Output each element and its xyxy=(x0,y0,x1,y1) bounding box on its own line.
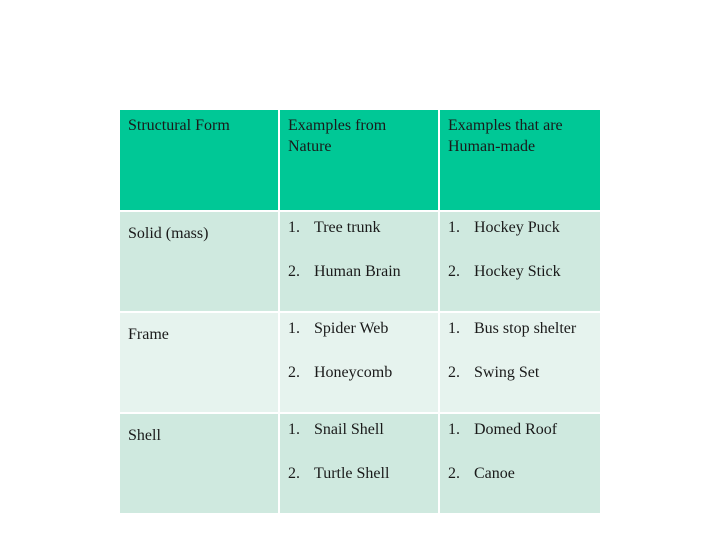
header-nature-examples: Examples from Nature xyxy=(280,110,438,210)
list-item: 1. Hockey Puck xyxy=(448,219,560,236)
list-item: 2. Honeycomb xyxy=(288,364,393,381)
list-item: 1. Tree trunk xyxy=(288,219,381,236)
list-item: 1. Spider Web xyxy=(288,320,389,337)
list-item: 1. Snail Shell xyxy=(288,421,384,438)
nature-cell xyxy=(280,414,438,513)
human-cell xyxy=(440,414,600,513)
table-header-row xyxy=(120,110,600,210)
structural-forms-table xyxy=(120,110,600,515)
human-cell xyxy=(440,313,600,412)
nature-cell xyxy=(280,212,438,311)
list-item: 1. Bus stop shelter xyxy=(448,320,577,337)
list-item: 2. Human Brain xyxy=(288,263,401,280)
form-cell: Solid (mass) xyxy=(120,212,278,311)
table-row xyxy=(120,212,600,311)
human-cell xyxy=(440,212,600,311)
form-cell: Frame xyxy=(120,313,278,412)
list-item: 1. Domed Roof xyxy=(448,421,558,438)
list-item: 2. Swing Set xyxy=(448,364,540,381)
header-human-examples: Examples that are Human-made xyxy=(440,110,600,210)
form-cell: Shell xyxy=(120,414,278,513)
table-row xyxy=(120,313,600,412)
list-item: 2. Hockey Stick xyxy=(448,263,561,280)
list-item: 2. Turtle Shell xyxy=(288,465,390,482)
header-structural-form: Structural Form xyxy=(120,110,278,210)
nature-cell xyxy=(280,313,438,412)
table-row xyxy=(120,414,600,513)
list-item: 2. Canoe xyxy=(448,465,515,482)
